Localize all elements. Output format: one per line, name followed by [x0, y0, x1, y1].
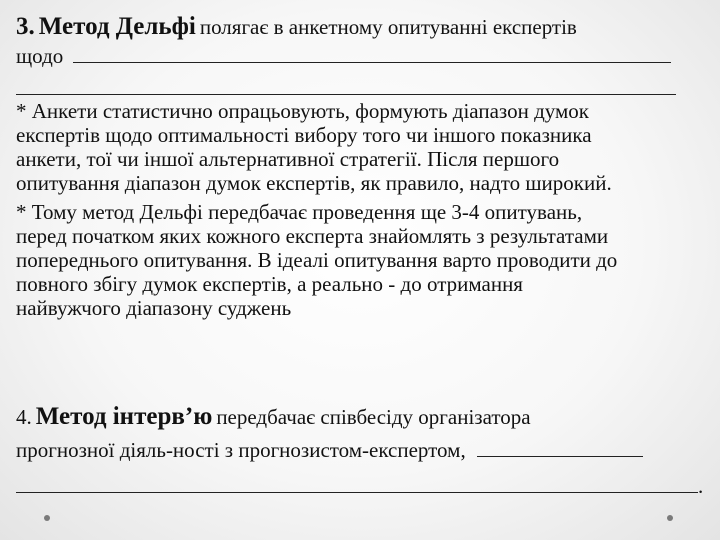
section4-heading [16, 404, 531, 429]
bullet-paragraph-2 [16, 200, 706, 320]
section4-line2-text: прогнозної діяль-ності з прогнозистом-експертом [16, 438, 461, 462]
section3-line2-prefix: щодо [16, 44, 64, 68]
section4-number: 4. [16, 405, 32, 429]
section4-desc: передбачає співбесіду організатора [216, 405, 531, 429]
section4-line3-end: . [698, 474, 704, 498]
blank-fill-line [16, 94, 676, 95]
section3-desc: полягає в анкетному опитуванні експертів [199, 15, 577, 39]
section3-title: Метод Дельфі [38, 13, 196, 40]
section4-title: Метод інтерв’ю [35, 403, 213, 430]
decorative-dot [44, 515, 50, 521]
section4-line3 [16, 476, 703, 497]
bullet-marker: * [16, 99, 27, 123]
bullet-line: анкети, тої чи іншої альтернативної стратегії. Після першого [16, 147, 560, 171]
bullet-marker: * [16, 200, 27, 224]
section3-line2 [16, 46, 671, 67]
blank-fill-line [16, 476, 698, 493]
bullet-paragraph-1 [16, 99, 706, 195]
section3-number: 3. [16, 13, 35, 40]
bullet-text: Анкети статистично опрацьовують, формують діапазон думок [31, 99, 589, 123]
bullet-line: повного збігу думок експертів, а реально - до отримання [16, 272, 523, 296]
bullet-text: Тому метод Дельфі передбачає проведення ще 3-4 опитувань, [31, 200, 583, 224]
bullet-line: експертів щодо оптимальності вибору того чи іншого показника [16, 123, 592, 147]
bullet-line [16, 99, 706, 123]
blank-fill-line [477, 440, 643, 457]
bullet-line: опитування діапазон думок експертів, як правило, надто широкий. [16, 171, 612, 195]
bullet-line: найвужчого діапазону суджень [16, 296, 292, 320]
bullet-line: перед початком яких кожного експерта знайомлять з результатами [16, 224, 609, 248]
section4-line2 [16, 440, 643, 461]
decorative-dot [667, 515, 673, 521]
bullet-line [16, 200, 706, 224]
section3-heading [16, 14, 577, 39]
bullet-line: попереднього опитування. В ідеалі опитування варто проводити до [16, 248, 618, 272]
blank-fill-line [73, 46, 671, 63]
section4-line2-mark: , [460, 438, 466, 462]
